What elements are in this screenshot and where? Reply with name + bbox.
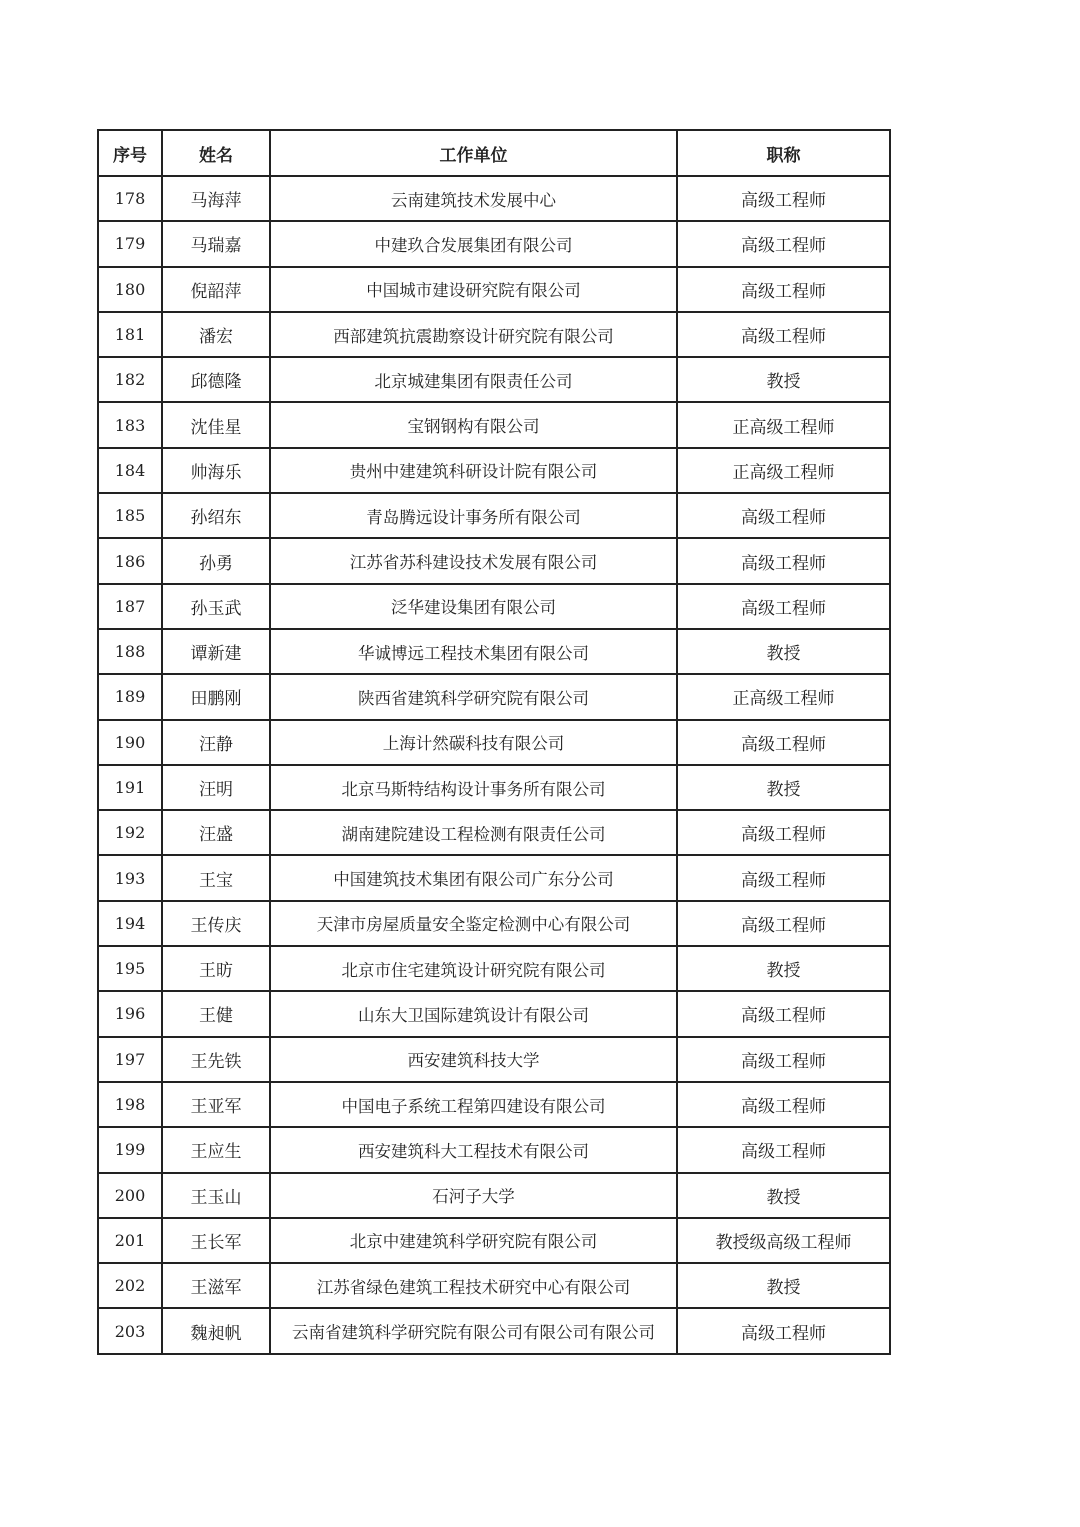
cell-number: 190 [98,720,162,765]
cell-number: 185 [98,493,162,538]
cell-number: 201 [98,1218,162,1263]
table-row [98,901,890,946]
cell-title: 教授 [677,946,890,991]
cell-name: 汪明 [162,765,270,810]
cell-name: 马瑞嘉 [162,221,270,266]
table-row [98,493,890,538]
cell-title: 高级工程师 [677,221,890,266]
cell-name: 沈佳星 [162,402,270,447]
cell-name: 孙绍东 [162,493,270,538]
header-row [98,130,890,176]
cell-number: 182 [98,357,162,402]
cell-name: 王健 [162,991,270,1036]
cell-title: 高级工程师 [677,991,890,1036]
cell-name: 孙勇 [162,538,270,583]
cell-name: 谭新建 [162,629,270,674]
cell-name: 潘宏 [162,312,270,357]
cell-title: 高级工程师 [677,538,890,583]
table-row [98,312,890,357]
cell-number: 198 [98,1082,162,1127]
cell-title: 高级工程师 [677,901,890,946]
table-row [98,1218,890,1263]
cell-name: 王应生 [162,1127,270,1172]
cell-work-unit: 北京马斯特结构设计事务所有限公司 [270,765,677,810]
cell-title: 教授级高级工程师 [677,1218,890,1263]
table-row [98,267,890,312]
cell-name: 王先铁 [162,1037,270,1082]
cell-name: 田鹏刚 [162,674,270,719]
cell-work-unit: 贵州中建建筑科研设计院有限公司 [270,448,677,493]
cell-title: 正高级工程师 [677,674,890,719]
table-row [98,991,890,1036]
cell-title: 高级工程师 [677,720,890,765]
cell-number: 197 [98,1037,162,1082]
cell-work-unit: 天津市房屋质量安全鉴定检测中心有限公司 [270,901,677,946]
cell-title: 正高级工程师 [677,402,890,447]
cell-name: 王宝 [162,855,270,900]
table-row [98,402,890,447]
cell-name: 王长军 [162,1218,270,1263]
cell-name: 马海萍 [162,176,270,221]
cell-number: 183 [98,402,162,447]
cell-number: 180 [98,267,162,312]
cell-name: 王昉 [162,946,270,991]
cell-title: 教授 [677,1263,890,1308]
header-name: 姓名 [162,130,270,176]
cell-number: 195 [98,946,162,991]
header-no: 序号 [98,130,162,176]
cell-number: 179 [98,221,162,266]
cell-number: 193 [98,855,162,900]
cell-work-unit: 江苏省苏科建设技术发展有限公司 [270,538,677,583]
cell-title: 高级工程师 [677,1308,890,1353]
cell-title: 教授 [677,1173,890,1218]
table-row [98,1037,890,1082]
cell-number: 203 [98,1308,162,1353]
cell-title: 高级工程师 [677,855,890,900]
cell-number: 189 [98,674,162,719]
cell-name: 帅海乐 [162,448,270,493]
table-body [98,176,890,1354]
cell-name: 王玉山 [162,1173,270,1218]
table-row [98,448,890,493]
cell-work-unit: 石河子大学 [270,1173,677,1218]
cell-work-unit: 泛华建设集团有限公司 [270,584,677,629]
table-row [98,357,890,402]
cell-number: 191 [98,765,162,810]
cell-name: 邱德隆 [162,357,270,402]
cell-name: 王滋军 [162,1263,270,1308]
cell-work-unit: 湖南建院建设工程检测有限责任公司 [270,810,677,855]
table-row [98,1127,890,1172]
cell-number: 181 [98,312,162,357]
cell-title: 教授 [677,357,890,402]
cell-number: 200 [98,1173,162,1218]
cell-work-unit: 江苏省绿色建筑工程技术研究中心有限公司 [270,1263,677,1308]
cell-number: 202 [98,1263,162,1308]
cell-number: 192 [98,810,162,855]
roster-table [97,129,891,1355]
table-row [98,221,890,266]
cell-title: 高级工程师 [677,312,890,357]
cell-work-unit: 西部建筑抗震勘察设计研究院有限公司 [270,312,677,357]
table-row [98,629,890,674]
cell-name: 王传庆 [162,901,270,946]
cell-work-unit: 西安建筑科技大学 [270,1037,677,1082]
cell-work-unit: 宝钢钢构有限公司 [270,402,677,447]
cell-work-unit: 华诚博远工程技术集团有限公司 [270,629,677,674]
cell-work-unit: 陕西省建筑科学研究院有限公司 [270,674,677,719]
table-row [98,1082,890,1127]
cell-title: 正高级工程师 [677,448,890,493]
table-row [98,720,890,765]
cell-number: 184 [98,448,162,493]
cell-name: 魏昶帆 [162,1308,270,1353]
cell-number: 199 [98,1127,162,1172]
cell-number: 196 [98,991,162,1036]
cell-title: 教授 [677,765,890,810]
cell-title: 高级工程师 [677,1037,890,1082]
cell-number: 194 [98,901,162,946]
cell-title: 教授 [677,629,890,674]
cell-title: 高级工程师 [677,1127,890,1172]
cell-number: 186 [98,538,162,583]
cell-work-unit: 北京城建集团有限责任公司 [270,357,677,402]
cell-work-unit: 中国建筑技术集团有限公司广东分公司 [270,855,677,900]
cell-number: 188 [98,629,162,674]
cell-work-unit: 中建玖合发展集团有限公司 [270,221,677,266]
table-row [98,1308,890,1353]
cell-work-unit: 云南建筑技术发展中心 [270,176,677,221]
cell-work-unit: 北京市住宅建筑设计研究院有限公司 [270,946,677,991]
cell-title: 高级工程师 [677,1082,890,1127]
cell-title: 高级工程师 [677,267,890,312]
header-title: 职称 [677,130,890,176]
cell-work-unit: 西安建筑科大工程技术有限公司 [270,1127,677,1172]
table-row [98,1263,890,1308]
cell-title: 高级工程师 [677,493,890,538]
cell-title: 高级工程师 [677,176,890,221]
cell-number: 187 [98,584,162,629]
cell-name: 汪盛 [162,810,270,855]
cell-number: 178 [98,176,162,221]
cell-title: 高级工程师 [677,584,890,629]
table-row [98,538,890,583]
cell-title: 高级工程师 [677,810,890,855]
table-row [98,176,890,221]
cell-work-unit: 云南省建筑科学研究院有限公司有限公司有限公司 [270,1308,677,1353]
cell-work-unit: 青岛腾远设计事务所有限公司 [270,493,677,538]
table-row [98,674,890,719]
table-row [98,765,890,810]
cell-work-unit: 北京中建建筑科学研究院有限公司 [270,1218,677,1263]
cell-name: 汪静 [162,720,270,765]
cell-work-unit: 中国城市建设研究院有限公司 [270,267,677,312]
table-row [98,584,890,629]
table-row [98,1173,890,1218]
cell-work-unit: 山东大卫国际建筑设计有限公司 [270,991,677,1036]
table-row [98,855,890,900]
cell-name: 王亚军 [162,1082,270,1127]
cell-work-unit: 中国电子系统工程第四建设有限公司 [270,1082,677,1127]
cell-name: 倪韶萍 [162,267,270,312]
cell-name: 孙玉武 [162,584,270,629]
header-unit: 工作单位 [270,130,677,176]
cell-work-unit: 上海计然碳科技有限公司 [270,720,677,765]
table-row [98,810,890,855]
table-row [98,946,890,991]
